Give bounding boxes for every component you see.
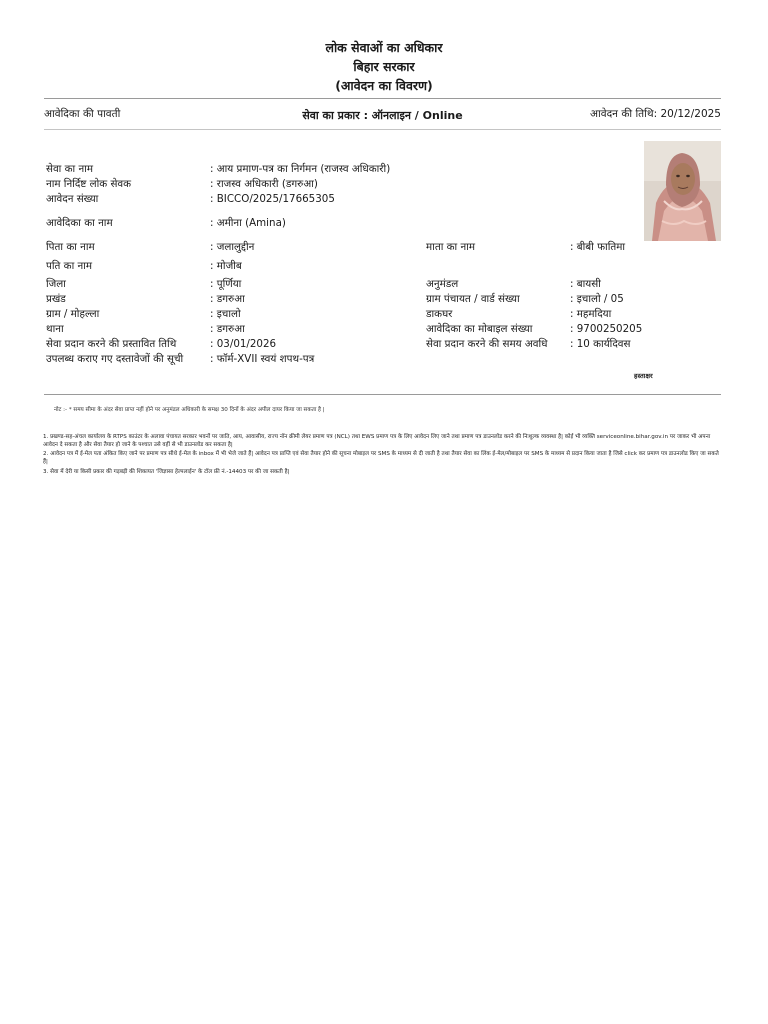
service-name-value: : आय प्रमाण-पत्र का निर्गमन (राजस्व अधिकारी) — [210, 163, 391, 175]
mobile-value: : 9700250205 — [570, 323, 643, 335]
designated-officer-label: नाम निर्दिष्ट लोक सेवक — [46, 178, 132, 190]
district-label: जिला — [46, 278, 66, 290]
post-office-value: : महमदिया — [570, 308, 612, 320]
applicant-photo-icon — [644, 141, 721, 241]
police-station-label: थाना — [46, 323, 64, 335]
application-number-label: आवेदन संख्या — [46, 193, 99, 205]
block-label: प्रखंड — [46, 293, 66, 305]
receipt-label: आवेदिका की पावती — [44, 108, 121, 120]
service-period-label: सेवा प्रदान करने की समय अवधि — [426, 338, 548, 350]
bottom-divider — [44, 394, 721, 395]
father-name-label: पिता का नाम — [46, 241, 95, 253]
panchayat-ward-label: ग्राम पंचायत / वार्ड संख्या — [426, 293, 520, 305]
sub-header — [44, 107, 721, 125]
subdivision-value: : बायसी — [570, 278, 601, 290]
documents-label: उपलब्ध कराए गए दस्तावेजों की सूची — [46, 353, 184, 365]
panchayat-ward-value: : इचालो / 05 — [570, 293, 624, 305]
husband-name-value: : मोजीब — [210, 260, 242, 272]
header-government: बिहार सरकार — [353, 59, 415, 74]
applicant-name-value: : अमीना (Amina) — [210, 217, 286, 229]
proposed-date-value: : 03/01/2026 — [210, 338, 277, 350]
designated-officer-value: : राजस्व अधिकारी (डगरुआ) — [210, 178, 318, 190]
mother-name-value: : बीबी फातिमा — [570, 241, 626, 253]
header-title: लोक सेवाओं का अधिकार — [325, 40, 443, 55]
signature-label: हस्ताक्षर — [634, 372, 653, 380]
documents-value: : फॉर्म-XVII स्वयं शपथ-पत्र — [210, 353, 315, 365]
header-divider — [44, 129, 721, 130]
header-subtitle: (आवेदन का विवरण) — [335, 78, 433, 93]
father-name-value: : जलालुद्दीन — [210, 241, 255, 253]
district-value: : पूर्णिया — [210, 278, 242, 290]
footnote-3: 3. सेवा में देरी या किसी प्रकार की गड़बड़ी की शिकायत 'जिज्ञासा हेल्पलाईन' के टॉल फ्री नं.-14403 पर की जा सकती है| — [43, 469, 290, 475]
application-number-value: : BICCO/2025/17665305 — [210, 193, 335, 205]
block-value: : डगरुआ — [210, 293, 245, 305]
applicant-name-label: आवेदिका का नाम — [46, 217, 113, 229]
mother-name-label: माता का नाम — [426, 241, 476, 253]
footnote-1: 1. प्रखण्ड-सह-अंचल कार्यालय के RTPS काउंटर के अलावा पंचायत सरकार भवनों पर जाति, आय, आवासीय, राज्य नॉन क्रीमी लेयर प्रमाण पत्र (NCL) तथा EWS प्रमाण पत्र के लिए आवेदन लिए जाने तथा प्रमाण पत्र डाउनलोड करने की निःशुल्क व्यवस्था है| कोई भी व्यक्ति serviceonline.bihar.gov.in पर जाकर भी अपना आवेदन दे सकता है और सेवा तैयार हो जाने के पश्चात उसे वहीं से भी डाउनलोड कर सकता है| — [43, 434, 711, 449]
proposed-date-label: सेवा प्रदान करने की प्रस्तावित तिथि — [46, 338, 177, 350]
service-type: सेवा का प्रकार : ऑनलाइन / Online — [302, 109, 463, 122]
village-label: ग्राम / मोहल्ला — [46, 308, 100, 320]
mobile-label: आवेदिका का मोबाइल संख्या — [426, 323, 533, 335]
application-date: आवेदन की तिथि: 20/12/2025 — [590, 108, 721, 120]
village-value: : इचालो — [210, 308, 241, 320]
husband-name-label: पति का नाम — [46, 260, 93, 272]
post-office-label: डाकघर — [426, 308, 453, 320]
top-divider — [44, 98, 721, 99]
applicant-photo — [644, 141, 721, 241]
document-header — [0, 38, 768, 95]
footnote-2: 2. आवेदन पत्र में ई-मेल पता अंकित किए जाने पर प्रमाण पत्र सीधे ई-मेल के inbox में भी भेजे जाते हैं| आवेदन पत्र प्राप्ति एवं सेवा तैयार होने की सूचना मोबाइल पर SMS के माध्यम से दी जाती है तथा तैयार सेवा का लिंक ई-मेल/मोबाइल पर SMS के माध्यम से प्रदान किया जाता है जिसे click कर प्रमाण पत्र डाउनलोड किए जा सकते हैं| — [43, 451, 719, 466]
service-name-label: सेवा का नाम — [46, 163, 94, 175]
police-station-value: : डगरुआ — [210, 323, 245, 335]
service-period-value: : 10 कार्यदिवस — [570, 338, 631, 350]
subdivision-label: अनुमंडल — [426, 278, 459, 290]
appeal-note: नोट :- * समय सीमा के अंदर सेवा प्राप्त नहीं होने पर अनुमंडल अधिकारी के समक्ष 30 दिनों के अंदर अपील दायर किया जा सकता है | — [54, 407, 325, 413]
